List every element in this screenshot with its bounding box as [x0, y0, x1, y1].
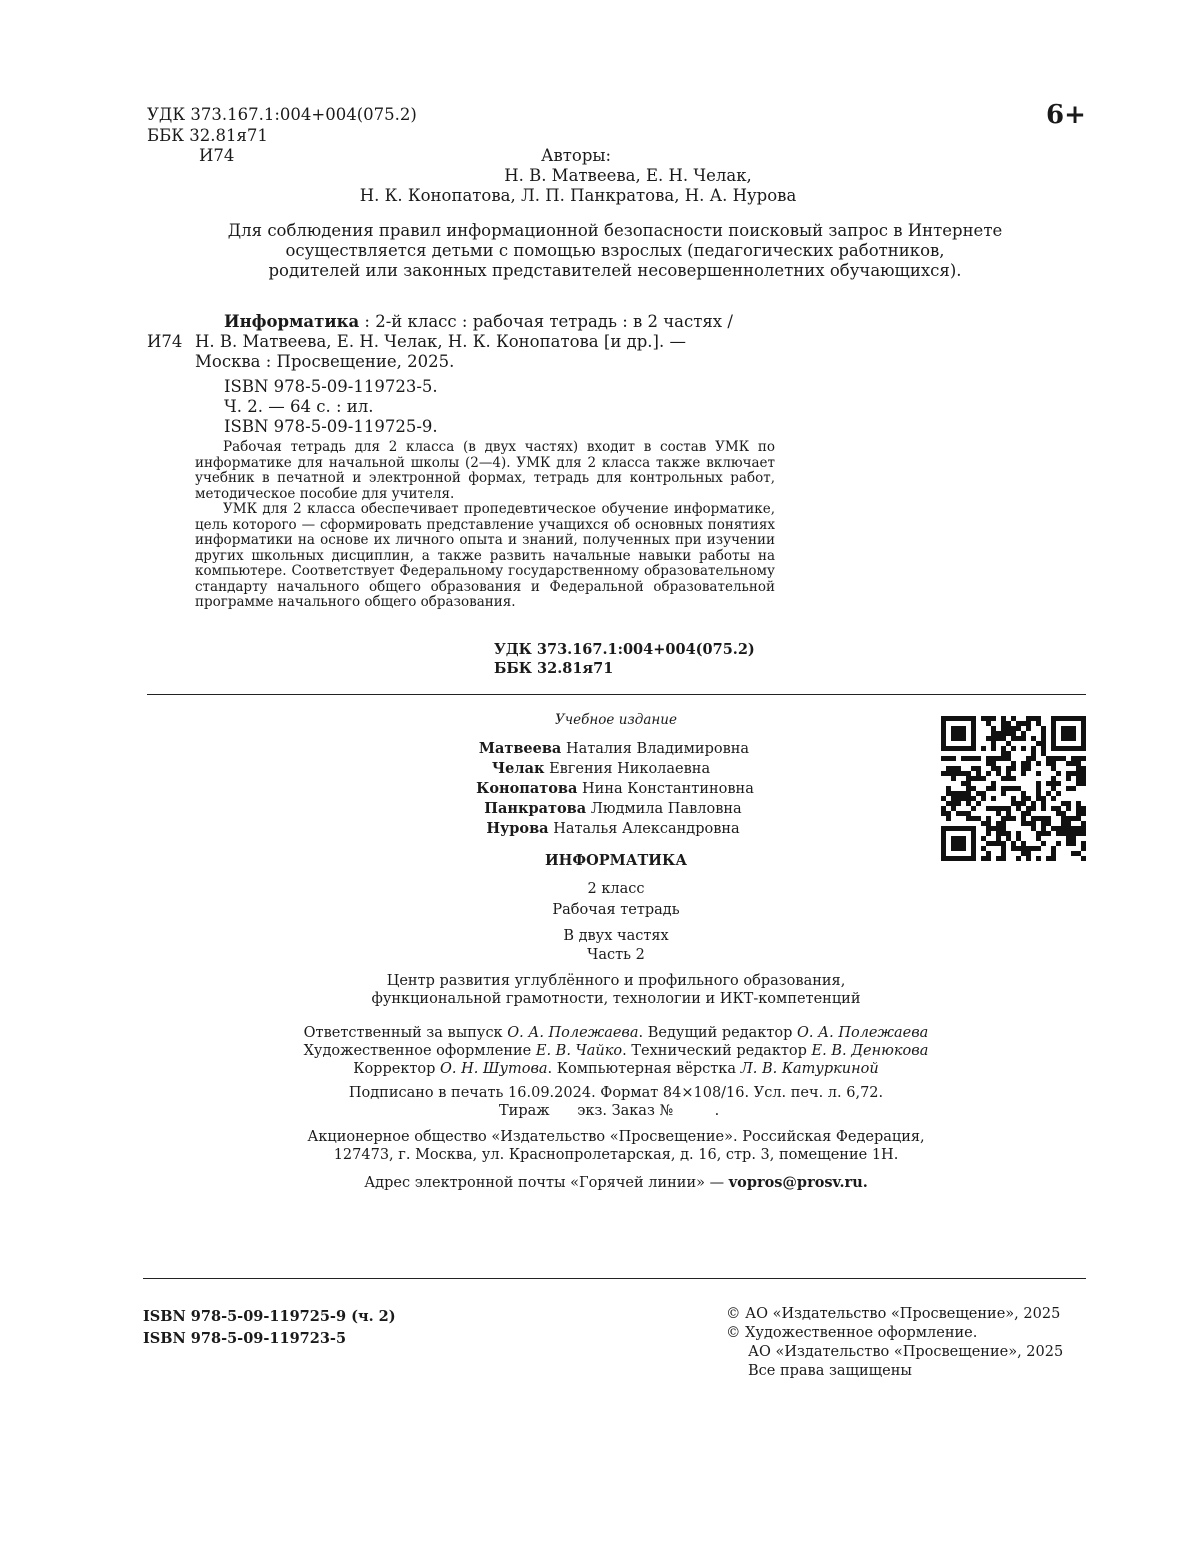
edition-book-type: Рабочая тетрадь [552, 902, 680, 918]
edition-type: Учебное издание [555, 712, 677, 728]
edition-center-line-2: функциональной грамотности, технологии и ИКТ-компетенций [371, 991, 861, 1007]
annotation-udk: УДК 373.167.1:004+004(075.2) [494, 641, 755, 658]
edition-center-line-1: Центр развития углублённого и профильного образования, [386, 973, 846, 989]
edition-author-5: Нурова Наталья Александровна [486, 820, 740, 837]
footer-isbn-part: ISBN 978-5-09-119725-9 (ч. 2) [143, 1308, 396, 1325]
annotation-paragraph-2: УМК для 2 класса обеспечивает пропедевтическое обучение информатике, цель которого — сформировать представление учащихся об основных понятиях информатики на основе их личного опыта и знаний, полученных при изучении других школьных дисциплин, а также развить начальные навыки работы на компьютере. Соответствует Федеральному государственному образовательному стандарту начального общего образования и Федеральной образовательной программе начального общего образования. [195, 501, 775, 610]
footer-isbn-total: ISBN 978-5-09-119723-5 [143, 1330, 347, 1347]
annotation-paragraph-1: Рабочая тетрадь для 2 класса (в двух частях) входит в состав УМК по информатике для начальной школы (2—4). УМК для 2 класса также включает учебник в печатной и электронной формах, тетрадь для контрольных работ, методическое пособие для учителя. [195, 439, 775, 502]
bib-title-line: Информатика : 2-й класс : рабочая тетрадь : в 2 частях / [224, 312, 733, 331]
credits-line-3: Корректор О. Н. Шутова. Компьютерная вёрстка Л. В. Катуркиной [353, 1061, 879, 1077]
edition-author-3: Конопатова Нина Константиновна [476, 780, 754, 797]
divider-bottom [143, 1278, 1086, 1279]
qr-code-icon [941, 716, 1086, 861]
print-tirage: Тираж экз. Заказ № . [499, 1103, 720, 1119]
annotation-bbk: ББК 32.81я71 [494, 660, 614, 677]
bib-author-mark: И74 [147, 332, 183, 351]
edition-title: ИНФОРМАТИКА [544, 852, 688, 869]
bib-isbn-total: ISBN 978-5-09-119723-5. [224, 377, 438, 396]
edition-grade: 2 класс [587, 881, 645, 897]
udk-code: УДК 373.167.1:004+004(075.2) [147, 105, 417, 124]
authors-line-2: Н. К. Конопатова, Л. П. Панкратова, Н. А. Нурова [359, 186, 797, 205]
bib-isbn-part: ISBN 978-5-09-119725-9. [224, 417, 438, 436]
credits-line-1: Ответственный за выпуск О. А. Полежаева. Ведущий редактор О. А. Полежаева [303, 1025, 929, 1041]
bib-authors: Н. В. Матвеева, Е. Н. Челак, Н. К. Конопатова [и др.]. — [195, 332, 686, 351]
bib-part: Ч. 2. — 64 с. : ил. [224, 397, 374, 416]
divider-top [147, 694, 1086, 695]
bib-publisher: Москва : Просвещение, 2025. [195, 352, 455, 371]
edition-part-number: Часть 2 [587, 947, 645, 963]
hotline-email: vopros@prosv.ru. [728, 1174, 868, 1191]
footer-rights: Все права защищены [748, 1363, 912, 1379]
safety-notice-line-1: Для соблюдения правил информационной безопасности поисковый запрос в Интернете [227, 221, 1003, 240]
print-signed: Подписано в печать 16.09.2024. Формат 84×108/16. Усл. печ. л. 6,72. [348, 1085, 884, 1101]
footer-copyright-3: АО «Издательство «Просвещение», 2025 [748, 1344, 1064, 1360]
footer-copyright-2: © Художественное оформление. [726, 1325, 978, 1341]
edition-author-4: Панкратова Людмила Павловна [484, 800, 742, 817]
authors-label: Авторы: [541, 146, 612, 165]
footer-copyright-1: © АО «Издательство «Просвещение», 2025 [726, 1306, 1061, 1322]
authors-line-1: Н. В. Матвеева, Е. Н. Челак, [504, 166, 752, 185]
edition-author-1: Матвеева Наталия Владимировна [478, 740, 750, 757]
publisher-line-2: 127473, г. Москва, ул. Краснопролетарская, д. 16, стр. 3, помещение 1Н. [333, 1147, 899, 1163]
age-rating: 6+ [1046, 100, 1086, 130]
bbk-code: ББК 32.81я71 [147, 126, 268, 145]
credits-line-2: Художественное оформление Е. В. Чайко. Технический редактор Е. В. Денюкова [303, 1043, 929, 1059]
bib-title: Информатика [224, 312, 360, 331]
annotation [195, 440, 775, 611]
safety-notice-line-2: осуществляется детьми с помощью взрослых (педагогических работников, [285, 241, 945, 260]
safety-notice-line-3: родителей или законных представителей несовершеннолетних обучающихся). [268, 261, 962, 280]
hotline-email-line: Адрес электронной почты «Горячей линии» — vopros@prosv.ru. [364, 1174, 868, 1191]
author-mark: И74 [199, 146, 235, 165]
edition-parts: В двух частях [563, 928, 669, 944]
publisher-line-1: Акционерное общество «Издательство «Просвещение». Российская Федерация, [307, 1129, 925, 1145]
edition-author-2: Челак Евгения Николаевна [491, 760, 711, 777]
